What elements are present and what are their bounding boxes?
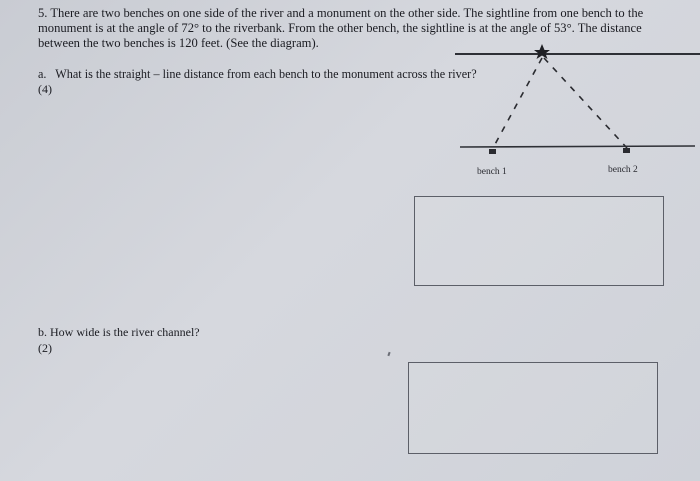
monument-icon <box>534 44 550 59</box>
part-a-question <box>38 67 477 82</box>
river-diagram <box>455 40 700 185</box>
question-text: 5. There are two benches on one side of the river and a monument on the other side. The sightline from one bench to the monument is at the angle of 72° to the riverbank. From the other bench, the sightline is at the angle of 53°. The distance between the two benches is 120 feet. (See the diagram). <box>38 6 644 50</box>
pencil-mark <box>387 352 390 356</box>
bench1-marker <box>489 149 496 154</box>
part-b-question: b. How wide is the river channel? <box>38 325 200 339</box>
part-b-points: (2) <box>38 341 52 355</box>
answer-box-part-b[interactable] <box>408 362 658 454</box>
part-a-label: a. <box>38 67 47 81</box>
sightline-bench2 <box>544 58 627 148</box>
near-riverbank-line <box>460 146 695 147</box>
bench1-label: bench 1 <box>477 167 507 177</box>
sightline-bench1 <box>493 58 542 148</box>
answer-box-part-a[interactable] <box>414 196 664 286</box>
part-a-text: What is the straight – line distance from each bench to the monument across the river? <box>55 67 477 81</box>
part-a-points: (4) <box>38 82 52 96</box>
bench2-marker <box>623 148 630 153</box>
bench2-label: bench 2 <box>608 165 638 175</box>
